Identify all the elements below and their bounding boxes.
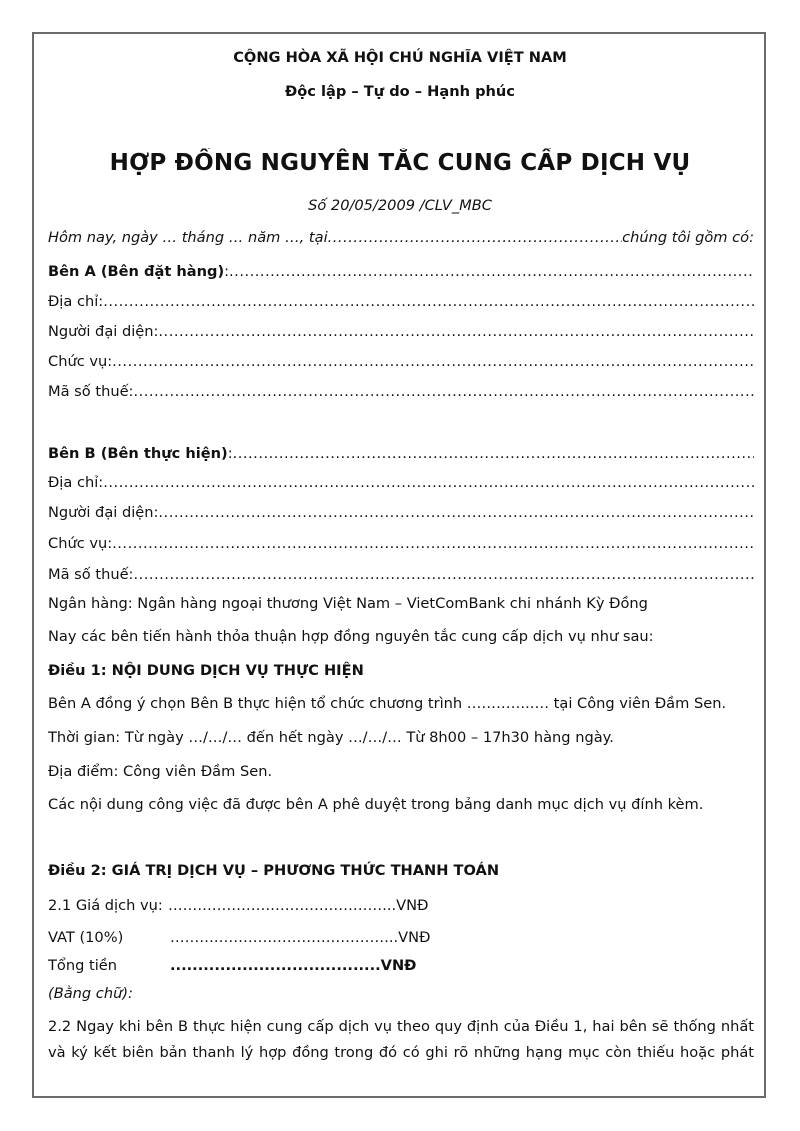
party-b-tax-line xyxy=(48,565,754,585)
article-1-heading: Điều 1: NỘI DUNG DỊCH VỤ THỰC HIỆN xyxy=(48,662,364,679)
party-b-representative-label: Người đại diện: xyxy=(48,504,159,521)
nation-header: CỘNG HÒA XÃ HỘI CHỦ NGHĨA VIỆT NAM xyxy=(233,49,567,66)
intro-text-start: Hôm nay, ngày … tháng … năm …, tại xyxy=(48,229,328,246)
party-b-address-blank xyxy=(103,473,754,493)
party-a-name-blank xyxy=(229,262,754,282)
party-b-tax-blank xyxy=(133,565,754,585)
price-line xyxy=(48,896,754,916)
price-label: 2.1 Giá dịch vụ: xyxy=(48,897,163,914)
total-value: ......................................VNĐ xyxy=(170,957,417,974)
agreement-text: Nay các bên tiến hành thỏa thuận hợp đồng nguyên tắc cung cấp dịch vụ như sau: xyxy=(48,628,654,645)
party-b-representative-line xyxy=(48,503,754,523)
party-a-representative-label: Người đại diện: xyxy=(48,323,159,340)
party-a-representative-blank xyxy=(158,322,754,342)
total-line xyxy=(48,956,754,976)
party-a-address-blank xyxy=(103,292,754,312)
party-b-position-line xyxy=(48,534,754,554)
contract-title: HỢP ĐỒNG NGUYÊN TẮC CUNG CẤP DỊCH VỤ xyxy=(109,150,691,176)
party-b-tax-label: Mã số thuế: xyxy=(48,566,134,583)
intro-text-end: chúng tôi gồm có: xyxy=(622,229,754,246)
party-a-tax-blank xyxy=(133,382,754,402)
article-1-line-1: Bên A đồng ý chọn Bên B thực hiện tổ chức chương trình …………..… tại Công viên Đầm Sen. xyxy=(48,695,727,712)
vat-label: VAT (10%) xyxy=(48,929,124,946)
party-a-position-blank xyxy=(112,352,754,372)
amount-in-words: (Bằng chữ): xyxy=(48,985,133,1002)
article-1-line-2: Thời gian: Từ ngày …/…/… đến hết ngày …/…/… Từ 8h00 – 17h30 hàng ngày. xyxy=(48,729,614,746)
total-label: Tổng tiền xyxy=(48,957,117,974)
article-2-heading: Điều 2: GIÁ TRỊ DỊCH VỤ – PHƯƠNG THỨC THANH TOÁN xyxy=(48,862,500,879)
party-a-heading: Bên A (Bên đặt hàng) xyxy=(48,263,225,280)
article-1-line-4: Các nội dung công việc đã được bên A phê duyệt trong bảng danh mục dịch vụ đính kèm. xyxy=(48,796,704,813)
party-b-address-line xyxy=(48,473,754,493)
vat-value: ………………………………………..VNĐ xyxy=(170,929,431,946)
party-b-position-blank xyxy=(112,534,754,554)
party-b-heading-line xyxy=(48,444,754,464)
party-a-tax-line xyxy=(48,382,754,402)
article-1-line-3: Địa điểm: Công viên Đầm Sen. xyxy=(48,763,273,780)
vat-line xyxy=(48,928,754,948)
party-a-position-label: Chức vụ: xyxy=(48,353,113,370)
intro-line xyxy=(48,228,754,248)
party-a-representative-line xyxy=(48,322,754,342)
clause-2-2-line-1: 2.2 Ngay khi bên B thực hiện cung cấp dịch vụ theo quy định của Điều 1, hai bên sẽ thống nhất xyxy=(48,1018,754,1035)
party-a-address-label: Địa chỉ: xyxy=(48,293,104,310)
party-a-position-line xyxy=(48,352,754,372)
party-b-heading: Bên B (Bên thực hiện) xyxy=(48,445,228,462)
contract-number: Số 20/05/2009 /CLV_MBC xyxy=(308,197,492,214)
intro-blank xyxy=(328,228,622,248)
party-a-tax-label: Mã số thuế: xyxy=(48,383,134,400)
party-a-heading-line xyxy=(48,262,754,282)
motto-header: Độc lập – Tự do – Hạnh phúc xyxy=(285,83,515,100)
clause-2-2-line-2: và ký kết biên bản thanh lý hợp đồng trong đó có ghi rõ những hạng mục còn thiếu hoặc phát xyxy=(48,1044,754,1061)
price-value: ………………………………………..VNĐ xyxy=(168,897,429,914)
party-b-bank: Ngân hàng: Ngân hàng ngoại thương Việt Nam – VietComBank chi nhánh Kỳ Đồng xyxy=(48,595,648,612)
party-b-heading-suffix: : xyxy=(227,445,233,462)
party-b-address-label: Địa chỉ: xyxy=(48,474,104,491)
party-a-address-line xyxy=(48,292,754,312)
party-a-heading-suffix: : xyxy=(224,263,230,280)
party-b-name-blank xyxy=(233,444,754,464)
party-b-position-label: Chức vụ: xyxy=(48,535,113,552)
party-b-representative-blank xyxy=(158,503,754,523)
